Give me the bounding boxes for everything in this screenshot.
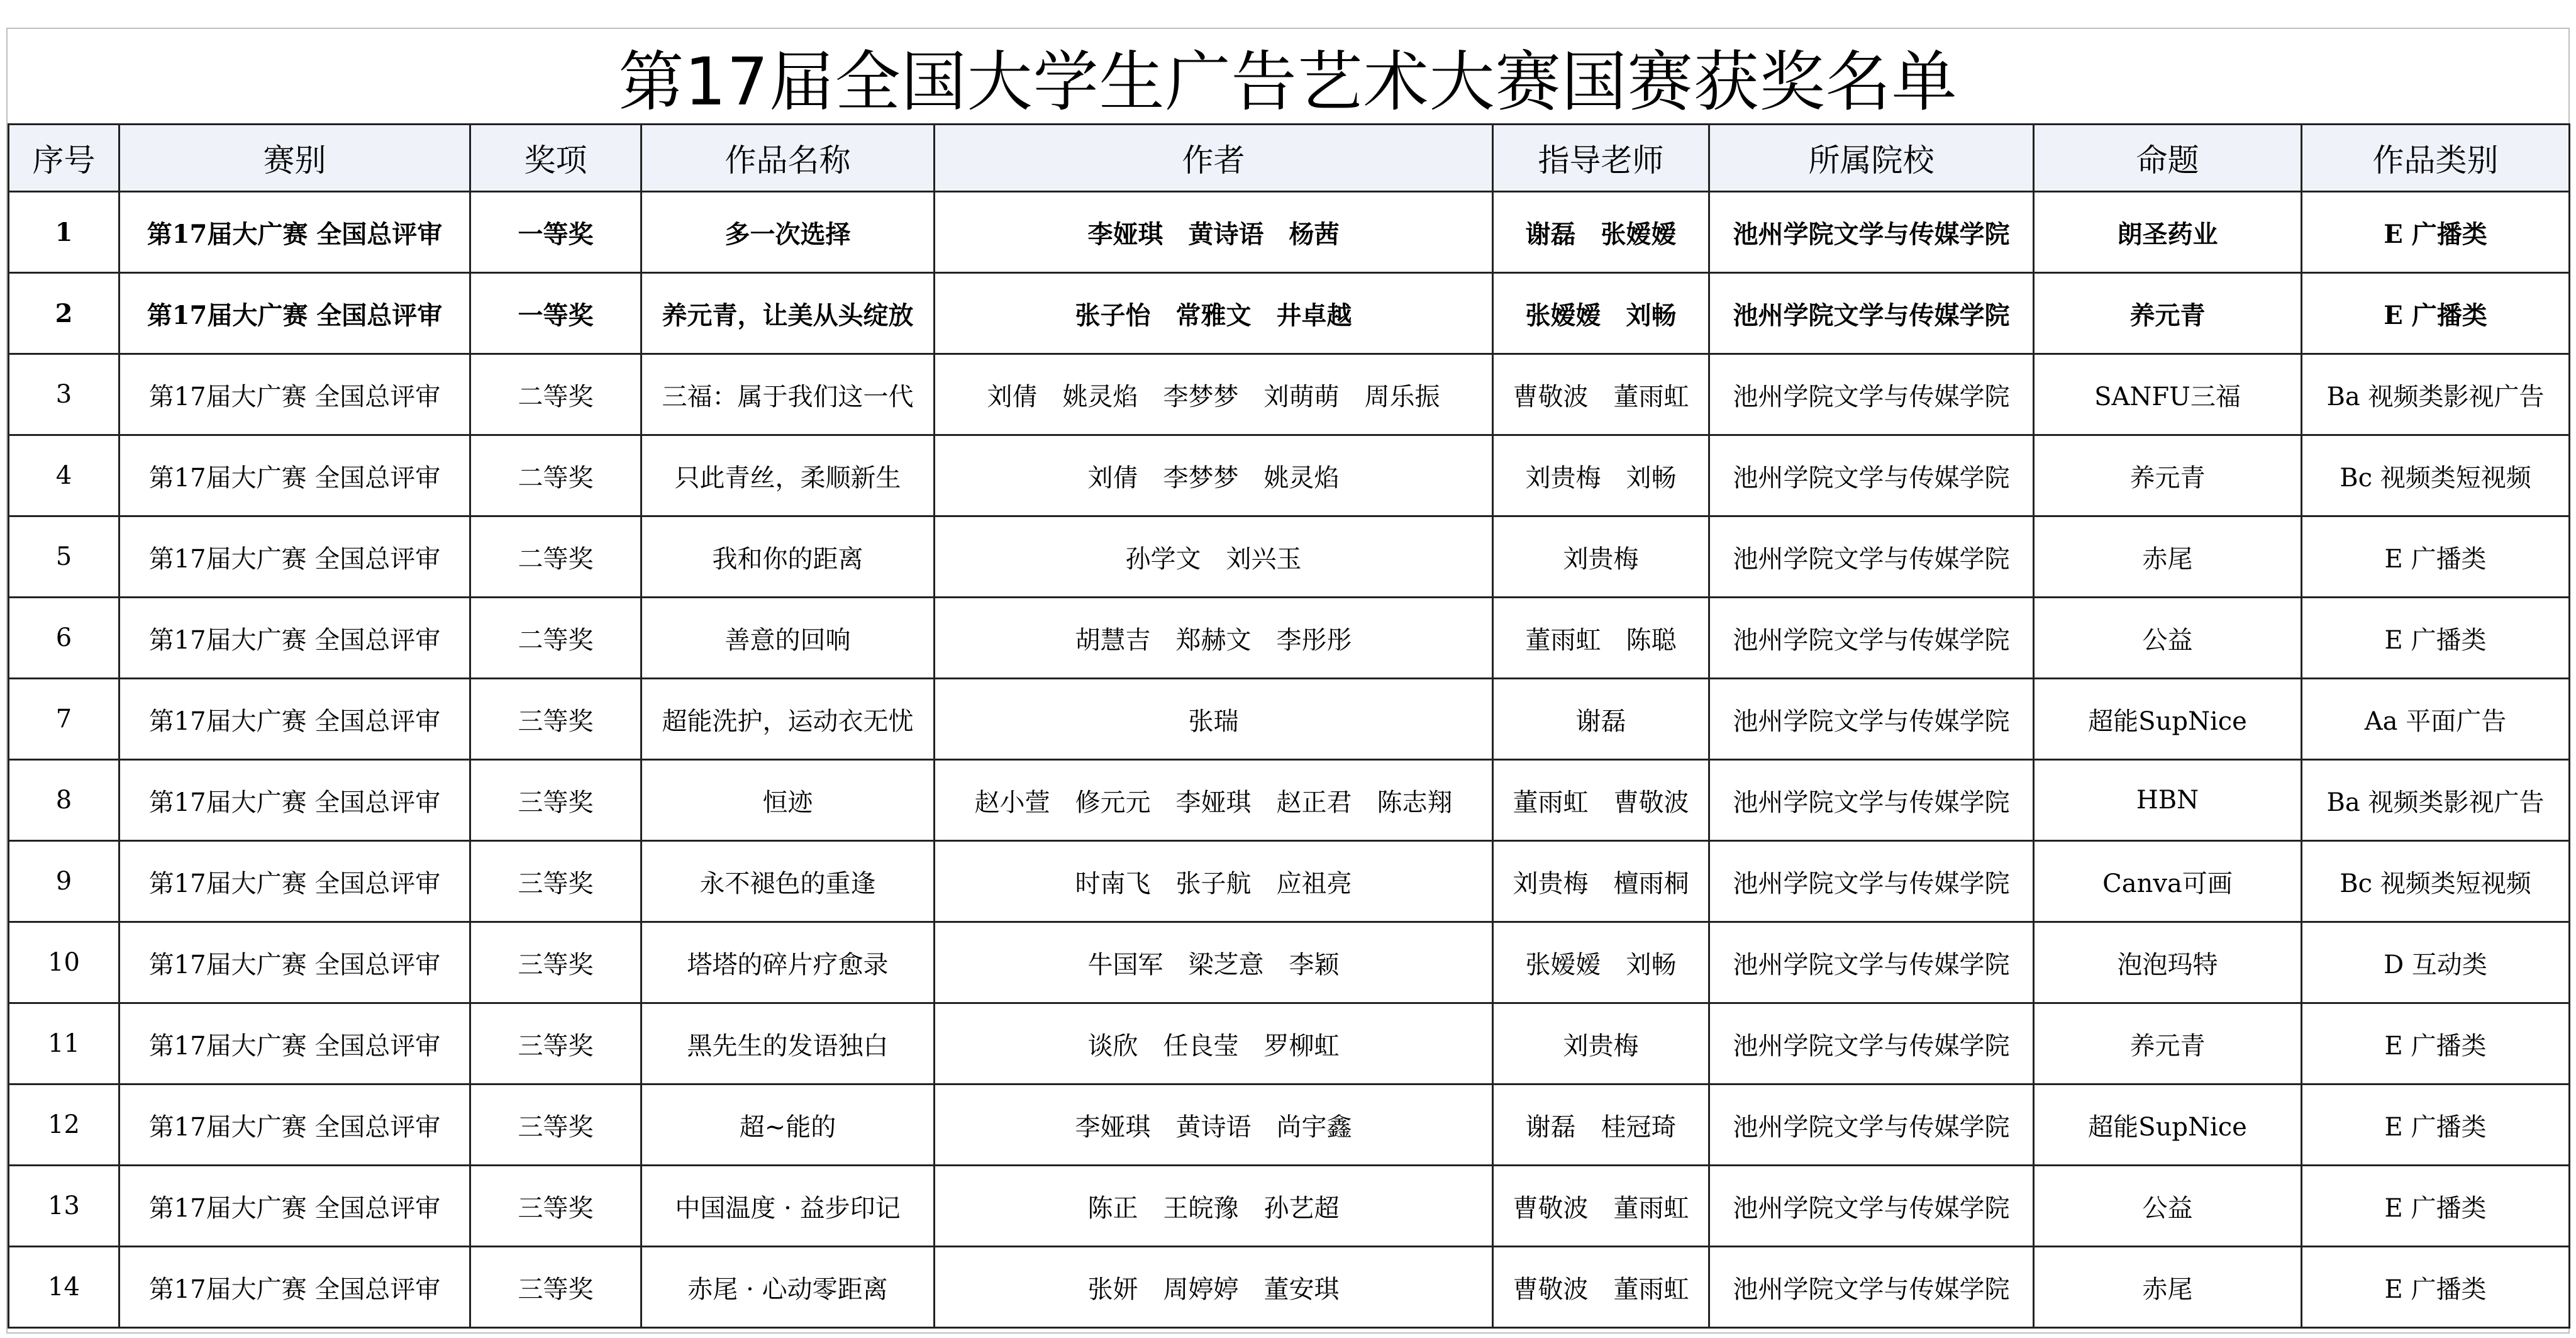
cell-topic: 养元青 bbox=[2034, 1003, 2302, 1084]
table-row bbox=[9, 354, 2570, 435]
cell-seq: 9 bbox=[9, 841, 119, 922]
cell-school: 池州学院文学与传媒学院 bbox=[1709, 922, 2034, 1003]
cell-competition: 第17届大广赛 全国总评审 bbox=[119, 598, 470, 679]
cell-authors: 牛国军 梁芝意 李颖 bbox=[935, 922, 1493, 1003]
header-award: 奖项 bbox=[470, 125, 641, 192]
cell-advisors: 张嫒嫒 刘畅 bbox=[1493, 922, 1709, 1003]
cell-competition: 第17届大广赛 全国总评审 bbox=[119, 435, 470, 516]
cell-school: 池州学院文学与传媒学院 bbox=[1709, 679, 2034, 760]
cell-topic: SANFU三福 bbox=[2034, 354, 2302, 435]
cell-competition: 第17届大广赛 全国总评审 bbox=[119, 354, 470, 435]
cell-work: 塔塔的碎片疗愈录 bbox=[641, 922, 935, 1003]
cell-topic: 公益 bbox=[2034, 1166, 2302, 1247]
cell-school: 池州学院文学与传媒学院 bbox=[1709, 435, 2034, 516]
cell-authors: 孙学文 刘兴玉 bbox=[935, 516, 1493, 598]
table-row bbox=[9, 760, 2570, 841]
cell-work: 超~能的 bbox=[641, 1084, 935, 1166]
cell-award: 一等奖 bbox=[470, 273, 641, 354]
cell-seq: 3 bbox=[9, 354, 119, 435]
cell-work: 只此青丝，柔顺新生 bbox=[641, 435, 935, 516]
cell-topic: 朗圣药业 bbox=[2034, 192, 2302, 273]
table-row bbox=[9, 1003, 2570, 1084]
cell-topic: Canva可画 bbox=[2034, 841, 2302, 922]
cell-school: 池州学院文学与传媒学院 bbox=[1709, 1003, 2034, 1084]
cell-seq: 14 bbox=[9, 1247, 119, 1328]
cell-advisors: 董雨虹 曹敬波 bbox=[1493, 760, 1709, 841]
cell-award: 二等奖 bbox=[470, 516, 641, 598]
cell-category: E 广播类 bbox=[2302, 1247, 2570, 1328]
cell-topic: 养元青 bbox=[2034, 273, 2302, 354]
cell-advisors: 谢磊 张嫒嫒 bbox=[1493, 192, 1709, 273]
cell-seq: 6 bbox=[9, 598, 119, 679]
page-title: 第17届全国大学生广告艺术大赛国赛获奖名单 bbox=[618, 43, 1958, 120]
cell-award: 二等奖 bbox=[470, 435, 641, 516]
cell-authors: 张瑞 bbox=[935, 679, 1493, 760]
cell-work: 善意的回响 bbox=[641, 598, 935, 679]
cell-competition: 第17届大广赛 全国总评审 bbox=[119, 679, 470, 760]
cell-school: 池州学院文学与传媒学院 bbox=[1709, 192, 2034, 273]
cell-seq: 13 bbox=[9, 1166, 119, 1247]
table-row bbox=[9, 1247, 2570, 1328]
table-row bbox=[9, 273, 2570, 354]
cell-category: Ba 视频类影视广告 bbox=[2302, 354, 2570, 435]
cell-topic: 超能SupNice bbox=[2034, 679, 2302, 760]
cell-school: 池州学院文学与传媒学院 bbox=[1709, 354, 2034, 435]
cell-authors: 李娅琪 黄诗语 尚宇鑫 bbox=[935, 1084, 1493, 1166]
cell-category: E 广播类 bbox=[2302, 1003, 2570, 1084]
table-row bbox=[9, 516, 2570, 598]
cell-seq: 8 bbox=[9, 760, 119, 841]
cell-topic: 养元青 bbox=[2034, 435, 2302, 516]
cell-seq: 7 bbox=[9, 679, 119, 760]
cell-topic: 赤尾 bbox=[2034, 516, 2302, 598]
cell-seq: 12 bbox=[9, 1084, 119, 1166]
cell-category: D 互动类 bbox=[2302, 922, 2570, 1003]
cell-competition: 第17届大广赛 全国总评审 bbox=[119, 922, 470, 1003]
table-row bbox=[9, 192, 2570, 273]
cell-advisors: 曹敬波 董雨虹 bbox=[1493, 354, 1709, 435]
cell-work: 超能洗护，运动衣无忧 bbox=[641, 679, 935, 760]
cell-topic: 超能SupNice bbox=[2034, 1084, 2302, 1166]
table-row bbox=[9, 1084, 2570, 1166]
cell-category: E 广播类 bbox=[2302, 516, 2570, 598]
cell-award: 三等奖 bbox=[470, 1247, 641, 1328]
cell-authors: 陈正 王皖豫 孙艺超 bbox=[935, 1166, 1493, 1247]
header-advisors: 指导老师 bbox=[1493, 125, 1709, 192]
cell-competition: 第17届大广赛 全国总评审 bbox=[119, 841, 470, 922]
header-authors: 作者 bbox=[935, 125, 1493, 192]
cell-authors: 李娅琪 黄诗语 杨茜 bbox=[935, 192, 1493, 273]
cell-school: 池州学院文学与传媒学院 bbox=[1709, 1166, 2034, 1247]
cell-work: 永不褪色的重逢 bbox=[641, 841, 935, 922]
cell-topic: 赤尾 bbox=[2034, 1247, 2302, 1328]
header-topic: 命题 bbox=[2034, 125, 2302, 192]
cell-category: E 广播类 bbox=[2302, 192, 2570, 273]
cell-competition: 第17届大广赛 全国总评审 bbox=[119, 516, 470, 598]
cell-seq: 4 bbox=[9, 435, 119, 516]
cell-authors: 刘倩 李梦梦 姚灵焰 bbox=[935, 435, 1493, 516]
cell-advisors: 刘贵梅 檀雨桐 bbox=[1493, 841, 1709, 922]
header-category: 作品类别 bbox=[2302, 125, 2570, 192]
cell-school: 池州学院文学与传媒学院 bbox=[1709, 841, 2034, 922]
cell-category: Bc 视频类短视频 bbox=[2302, 435, 2570, 516]
cell-category: E 广播类 bbox=[2302, 598, 2570, 679]
cell-category: E 广播类 bbox=[2302, 1084, 2570, 1166]
cell-seq: 1 bbox=[9, 192, 119, 273]
cell-award: 三等奖 bbox=[470, 922, 641, 1003]
cell-school: 池州学院文学与传媒学院 bbox=[1709, 1084, 2034, 1166]
cell-competition: 第17届大广赛 全国总评审 bbox=[119, 1084, 470, 1166]
header-competition: 赛别 bbox=[119, 125, 470, 192]
cell-award: 三等奖 bbox=[470, 841, 641, 922]
cell-work: 养元青，让美从头绽放 bbox=[641, 273, 935, 354]
table-row bbox=[9, 679, 2570, 760]
cell-competition: 第17届大广赛 全国总评审 bbox=[119, 1247, 470, 1328]
cell-award: 二等奖 bbox=[470, 598, 641, 679]
header-seq: 序号 bbox=[9, 125, 119, 192]
table-row bbox=[9, 1166, 2570, 1247]
cell-school: 池州学院文学与传媒学院 bbox=[1709, 760, 2034, 841]
cell-advisors: 刘贵梅 bbox=[1493, 1003, 1709, 1084]
cell-topic: HBN bbox=[2034, 760, 2302, 841]
cell-school: 池州学院文学与传媒学院 bbox=[1709, 1247, 2034, 1328]
cell-work: 中国温度 · 益步印记 bbox=[641, 1166, 935, 1247]
cell-seq: 2 bbox=[9, 273, 119, 354]
cell-school: 池州学院文学与传媒学院 bbox=[1709, 598, 2034, 679]
cell-seq: 11 bbox=[9, 1003, 119, 1084]
cell-authors: 张妍 周婷婷 董安琪 bbox=[935, 1247, 1493, 1328]
cell-work: 多一次选择 bbox=[641, 192, 935, 273]
cell-award: 三等奖 bbox=[470, 1084, 641, 1166]
cell-award: 三等奖 bbox=[470, 760, 641, 841]
cell-competition: 第17届大广赛 全国总评审 bbox=[119, 1166, 470, 1247]
cell-work: 三福：属于我们这一代 bbox=[641, 354, 935, 435]
header-work: 作品名称 bbox=[641, 125, 935, 192]
cell-advisors: 谢磊 桂冠琦 bbox=[1493, 1084, 1709, 1166]
cell-award: 一等奖 bbox=[470, 192, 641, 273]
cell-work: 赤尾 · 心动零距离 bbox=[641, 1247, 935, 1328]
cell-topic: 公益 bbox=[2034, 598, 2302, 679]
cell-competition: 第17届大广赛 全国总评审 bbox=[119, 1003, 470, 1084]
cell-work: 黑先生的发语独白 bbox=[641, 1003, 935, 1084]
cell-topic: 泡泡玛特 bbox=[2034, 922, 2302, 1003]
cell-authors: 赵小萱 修元元 李娅琪 赵正君 陈志翔 bbox=[935, 760, 1493, 841]
cell-school: 池州学院文学与传媒学院 bbox=[1709, 273, 2034, 354]
award-table bbox=[8, 123, 2570, 1329]
table-row bbox=[9, 435, 2570, 516]
cell-authors: 刘倩 姚灵焰 李梦梦 刘萌萌 周乐振 bbox=[935, 354, 1493, 435]
cell-category: E 广播类 bbox=[2302, 273, 2570, 354]
cell-advisors: 刘贵梅 bbox=[1493, 516, 1709, 598]
cell-work: 恒迹 bbox=[641, 760, 935, 841]
cell-competition: 第17届大广赛 全国总评审 bbox=[119, 192, 470, 273]
cell-award: 三等奖 bbox=[470, 1166, 641, 1247]
cell-award: 三等奖 bbox=[470, 1003, 641, 1084]
cell-category: Ba 视频类影视广告 bbox=[2302, 760, 2570, 841]
cell-authors: 胡慧吉 郑赫文 李彤彤 bbox=[935, 598, 1493, 679]
cell-competition: 第17届大广赛 全国总评审 bbox=[119, 760, 470, 841]
cell-category: Bc 视频类短视频 bbox=[2302, 841, 2570, 922]
cell-award: 三等奖 bbox=[470, 679, 641, 760]
cell-category: E 广播类 bbox=[2302, 1166, 2570, 1247]
cell-authors: 时南飞 张子航 应祖亮 bbox=[935, 841, 1493, 922]
cell-category: Aa 平面广告 bbox=[2302, 679, 2570, 760]
cell-authors: 谈欣 任良莹 罗柳虹 bbox=[935, 1003, 1493, 1084]
header-row bbox=[9, 125, 2570, 192]
cell-advisors: 张嫒嫒 刘畅 bbox=[1493, 273, 1709, 354]
cell-school: 池州学院文学与传媒学院 bbox=[1709, 516, 2034, 598]
cell-work: 我和你的距离 bbox=[641, 516, 935, 598]
cell-advisors: 董雨虹 陈聪 bbox=[1493, 598, 1709, 679]
table-row bbox=[9, 922, 2570, 1003]
cell-authors: 张子怡 常雅文 井卓越 bbox=[935, 273, 1493, 354]
cell-award: 二等奖 bbox=[470, 354, 641, 435]
cell-seq: 10 bbox=[9, 922, 119, 1003]
cell-advisors: 曹敬波 董雨虹 bbox=[1493, 1166, 1709, 1247]
table-row bbox=[9, 841, 2570, 922]
header-school: 所属院校 bbox=[1709, 125, 2034, 192]
table-row bbox=[9, 598, 2570, 679]
award-sheet bbox=[6, 28, 2570, 1334]
cell-advisors: 刘贵梅 刘畅 bbox=[1493, 435, 1709, 516]
cell-advisors: 谢磊 bbox=[1493, 679, 1709, 760]
cell-seq: 5 bbox=[9, 516, 119, 598]
cell-advisors: 曹敬波 董雨虹 bbox=[1493, 1247, 1709, 1328]
cell-competition: 第17届大广赛 全国总评审 bbox=[119, 273, 470, 354]
